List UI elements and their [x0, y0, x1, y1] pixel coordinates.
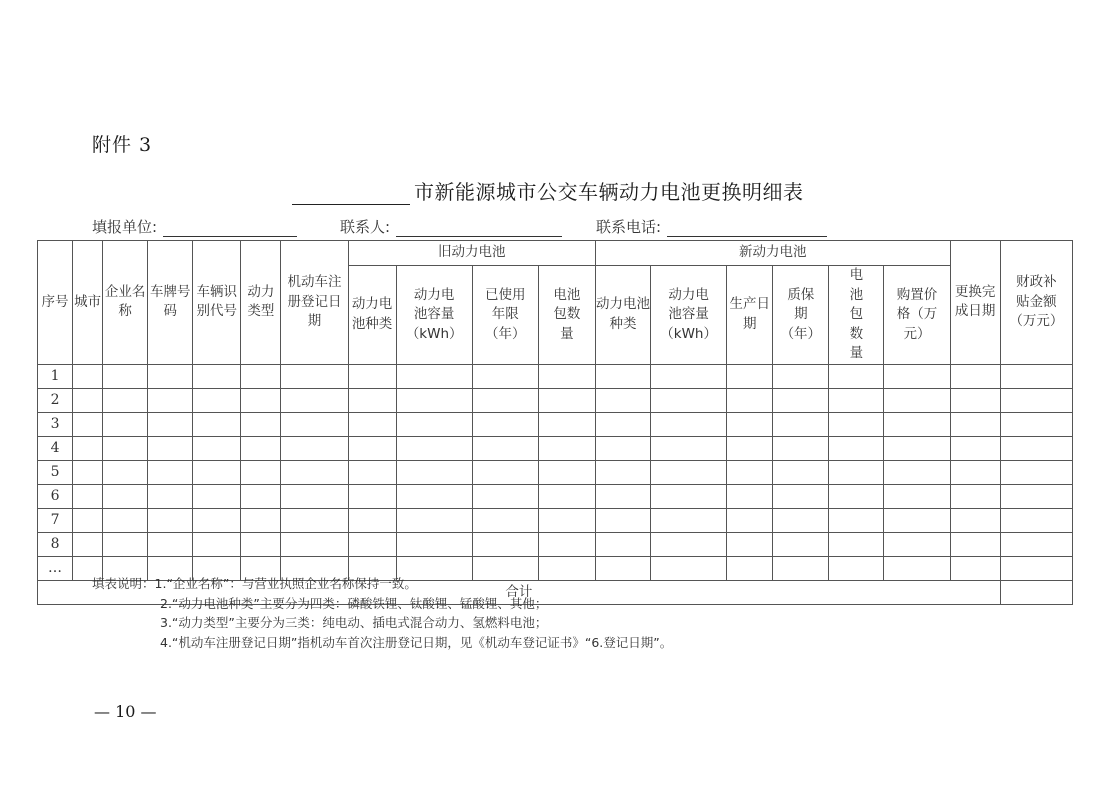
- table-cell[interactable]: [651, 412, 727, 436]
- phone-blank: [667, 220, 827, 237]
- table-cell[interactable]: [1000, 556, 1072, 580]
- header-old-type: 动力电池种类: [348, 266, 396, 365]
- table-cell[interactable]: [193, 484, 241, 508]
- row-number: 2: [38, 388, 73, 412]
- table-cell[interactable]: [103, 460, 148, 484]
- title-row: [292, 176, 804, 205]
- table-cell[interactable]: [1000, 388, 1072, 412]
- unit-label: 填报单位:: [92, 218, 158, 236]
- table-cell[interactable]: [193, 412, 241, 436]
- table-row: [38, 460, 1073, 484]
- table-cell[interactable]: [1000, 532, 1072, 556]
- table-cell[interactable]: [595, 508, 650, 532]
- table-cell[interactable]: [727, 436, 773, 460]
- table-cell[interactable]: [281, 412, 348, 436]
- header-old-packs: 电池包数量: [538, 266, 595, 365]
- table-cell[interactable]: [829, 388, 884, 412]
- notes-intro: 填表说明：: [92, 576, 155, 591]
- row-number: 3: [38, 412, 73, 436]
- attachment-label: 附件 3: [92, 134, 153, 156]
- table-cell[interactable]: [148, 388, 193, 412]
- table-cell[interactable]: [595, 532, 650, 556]
- table-cell[interactable]: [651, 532, 727, 556]
- total-value-cell[interactable]: [1000, 580, 1072, 604]
- table-cell[interactable]: [348, 364, 396, 388]
- table-cell[interactable]: [727, 484, 773, 508]
- table-cell[interactable]: [1000, 412, 1072, 436]
- table-row: [38, 436, 1073, 460]
- table-cell[interactable]: [950, 364, 1000, 388]
- row-number: 8: [38, 532, 73, 556]
- table-cell[interactable]: [73, 484, 103, 508]
- table-cell[interactable]: [950, 508, 1000, 532]
- table-cell[interactable]: [396, 532, 472, 556]
- header-company: 企业名称: [103, 241, 148, 365]
- table-cell[interactable]: [193, 388, 241, 412]
- table-row: [38, 532, 1073, 556]
- table-cell[interactable]: [148, 436, 193, 460]
- table-cell[interactable]: [73, 436, 103, 460]
- table-cell[interactable]: [1000, 508, 1072, 532]
- battery-replacement-table: [37, 240, 1073, 605]
- table-cell[interactable]: [727, 412, 773, 436]
- table-cell[interactable]: [241, 412, 281, 436]
- table-cell[interactable]: [241, 460, 281, 484]
- table-cell[interactable]: [281, 532, 348, 556]
- table-cell[interactable]: [651, 364, 727, 388]
- table-cell[interactable]: [595, 460, 650, 484]
- table-cell[interactable]: [472, 388, 538, 412]
- table-cell[interactable]: [651, 460, 727, 484]
- table-cell[interactable]: [1000, 436, 1072, 460]
- table-cell[interactable]: [829, 532, 884, 556]
- table-cell[interactable]: [727, 364, 773, 388]
- table-cell[interactable]: [472, 412, 538, 436]
- header-old-battery-group: 旧动力电池: [348, 241, 595, 266]
- table-cell[interactable]: [281, 460, 348, 484]
- table-cell[interactable]: [538, 388, 595, 412]
- table-cell[interactable]: [950, 556, 1000, 580]
- table-cell[interactable]: [103, 388, 148, 412]
- table-cell[interactable]: [396, 364, 472, 388]
- table-cell[interactable]: [348, 532, 396, 556]
- table-cell[interactable]: [538, 412, 595, 436]
- phone-label: 联系电话:: [596, 218, 662, 236]
- document-title: 市新能源城市公交车辆动力电池更换明细表: [414, 180, 804, 204]
- table-cell[interactable]: [472, 460, 538, 484]
- unit-blank: [163, 220, 297, 237]
- table-cell[interactable]: [829, 412, 884, 436]
- header-city: 城市: [73, 241, 103, 365]
- table-cell[interactable]: [773, 388, 829, 412]
- header-old-years-line1: 已使用: [485, 286, 526, 303]
- table-cell[interactable]: [241, 436, 281, 460]
- header-subsidy: [1000, 241, 1072, 365]
- table-cell[interactable]: [103, 436, 148, 460]
- table-cell[interactable]: [348, 412, 396, 436]
- table-cell[interactable]: [829, 364, 884, 388]
- title-blank-line: [292, 184, 410, 205]
- table-cell[interactable]: [148, 484, 193, 508]
- header-subsidy-line2: 贴金额: [1016, 293, 1057, 310]
- header-subsidy-line1: 财政补: [1016, 274, 1057, 291]
- table-cell[interactable]: [241, 388, 281, 412]
- data-rows: [38, 364, 1073, 580]
- table-cell[interactable]: [595, 436, 650, 460]
- table-cell[interactable]: [773, 436, 829, 460]
- table-cell[interactable]: [193, 532, 241, 556]
- table-cell[interactable]: [651, 388, 727, 412]
- note-item-4: 4.“机动车注册登记日期”指机动车首次注册登记日期，见《机动车登记证书》“6.登记日期”。: [160, 634, 673, 650]
- header-vin: 车辆识别代号: [193, 241, 241, 365]
- header-subsidy-line3: （万元）: [1009, 313, 1064, 330]
- table-cell[interactable]: [472, 508, 538, 532]
- header-new-price-line1: 购置价: [896, 286, 938, 303]
- table-cell[interactable]: [1000, 364, 1072, 388]
- table-cell[interactable]: [1000, 460, 1072, 484]
- table-cell[interactable]: [348, 388, 396, 412]
- header-seq: 序号: [38, 241, 73, 365]
- table-cell[interactable]: [950, 532, 1000, 556]
- table-cell[interactable]: [73, 388, 103, 412]
- table-cell[interactable]: [148, 532, 193, 556]
- header-old-capacity-line1: 动力电: [413, 286, 455, 303]
- table-cell[interactable]: [103, 364, 148, 388]
- note-item-1: 1.“企业名称”：与营业执照企业名称保持一致。: [154, 576, 417, 591]
- table-cell[interactable]: [884, 412, 950, 436]
- table-cell[interactable]: [950, 388, 1000, 412]
- table-cell[interactable]: [396, 484, 472, 508]
- table-cell[interactable]: [651, 484, 727, 508]
- page-number: — 10 —: [94, 702, 157, 721]
- table-cell[interactable]: [348, 484, 396, 508]
- table-cell[interactable]: [884, 532, 950, 556]
- table-cell[interactable]: [950, 436, 1000, 460]
- table-cell[interactable]: [193, 436, 241, 460]
- table-cell[interactable]: [595, 364, 650, 388]
- header-new-price-line3: 元）: [903, 325, 931, 342]
- table-cell[interactable]: [829, 436, 884, 460]
- table-cell[interactable]: [950, 460, 1000, 484]
- row-number: 5: [38, 460, 73, 484]
- row-number: 7: [38, 508, 73, 532]
- header-new-type: 动力电池种类: [595, 266, 650, 365]
- header-new-price: [884, 266, 950, 365]
- table-cell[interactable]: [829, 460, 884, 484]
- table-cell[interactable]: [538, 508, 595, 532]
- table-cell[interactable]: [396, 436, 472, 460]
- table-cell[interactable]: [538, 484, 595, 508]
- table-cell[interactable]: [193, 460, 241, 484]
- table-cell[interactable]: [73, 532, 103, 556]
- table-cell[interactable]: [773, 412, 829, 436]
- header-new-warranty-line3: （年）: [780, 325, 822, 342]
- table-cell[interactable]: [773, 532, 829, 556]
- header-new-warranty-line1: 质保: [787, 286, 815, 303]
- table-cell[interactable]: [727, 460, 773, 484]
- table-cell[interactable]: [73, 364, 103, 388]
- contact-blank: [396, 220, 562, 237]
- table-cell[interactable]: [103, 532, 148, 556]
- table-cell[interactable]: [472, 532, 538, 556]
- row-number: …: [38, 556, 73, 580]
- table-cell[interactable]: [396, 460, 472, 484]
- table-cell[interactable]: [148, 364, 193, 388]
- header-power-type: 动力类型: [241, 241, 281, 365]
- table-cell[interactable]: [829, 484, 884, 508]
- table-cell[interactable]: [829, 508, 884, 532]
- header-new-price-line2: 格（万: [896, 306, 938, 323]
- table-cell[interactable]: [281, 508, 348, 532]
- header-new-warranty-line2: 期: [794, 306, 808, 323]
- table-cell[interactable]: [103, 412, 148, 436]
- contact-label: 联系人:: [340, 218, 391, 236]
- table-cell[interactable]: [396, 412, 472, 436]
- header-new-capacity-line3: （kWh）: [660, 325, 717, 342]
- table-row: [38, 412, 1073, 436]
- table-cell[interactable]: [884, 364, 950, 388]
- table-cell[interactable]: [651, 436, 727, 460]
- table-cell[interactable]: [538, 436, 595, 460]
- total-label: 合计: [38, 580, 1001, 604]
- unit-field: [92, 216, 297, 237]
- table-cell[interactable]: [193, 508, 241, 532]
- contact-field: [340, 216, 562, 237]
- table-cell[interactable]: [396, 508, 472, 532]
- table-cell[interactable]: [773, 556, 829, 580]
- header-old-capacity: [396, 266, 472, 365]
- table-cell[interactable]: [148, 460, 193, 484]
- header-new-capacity: [651, 266, 727, 365]
- row-number: 6: [38, 484, 73, 508]
- table-cell[interactable]: [950, 412, 1000, 436]
- header-new-capacity-line2: 池容量: [668, 306, 709, 323]
- table-cell[interactable]: [73, 460, 103, 484]
- table-cell[interactable]: [884, 460, 950, 484]
- table-cell[interactable]: [348, 508, 396, 532]
- header-new-packs: 电池包数量: [829, 266, 884, 365]
- table-cell[interactable]: [103, 508, 148, 532]
- table-cell[interactable]: [73, 412, 103, 436]
- table-cell[interactable]: [773, 484, 829, 508]
- header-old-years: [472, 266, 538, 365]
- row-number: 1: [38, 364, 73, 388]
- table-cell[interactable]: [884, 388, 950, 412]
- table-cell[interactable]: [148, 508, 193, 532]
- table-cell[interactable]: [773, 460, 829, 484]
- table-cell[interactable]: [1000, 484, 1072, 508]
- table-cell[interactable]: [472, 484, 538, 508]
- table-cell[interactable]: [193, 364, 241, 388]
- table-cell[interactable]: [727, 556, 773, 580]
- table-cell[interactable]: [148, 412, 193, 436]
- header-new-prod-date: 生产日期: [727, 266, 773, 365]
- table-row: [38, 484, 1073, 508]
- table-cell[interactable]: [241, 532, 281, 556]
- table-cell[interactable]: [595, 412, 650, 436]
- header-old-years-line2: 年限: [491, 306, 519, 323]
- note-item-3: 3.“动力类型”主要分为三类：纯电动、插电式混合动力、氢燃料电池；: [160, 615, 548, 630]
- header-old-years-line3: （年）: [485, 325, 526, 342]
- table-cell[interactable]: [281, 484, 348, 508]
- table-row: [38, 508, 1073, 532]
- table-cell[interactable]: [651, 508, 727, 532]
- row-number: 4: [38, 436, 73, 460]
- table-cell[interactable]: [595, 484, 650, 508]
- table-cell[interactable]: [241, 484, 281, 508]
- header-old-capacity-line3: （kWh）: [405, 325, 463, 342]
- table-cell[interactable]: [773, 508, 829, 532]
- table-cell[interactable]: [773, 364, 829, 388]
- note-line-1: [92, 574, 672, 594]
- table-cell[interactable]: [73, 508, 103, 532]
- header-new-warranty: [773, 266, 829, 365]
- table-cell[interactable]: [241, 508, 281, 532]
- table-cell[interactable]: [103, 484, 148, 508]
- table-cell[interactable]: [595, 388, 650, 412]
- header-new-capacity-line1: 动力电: [668, 286, 709, 303]
- table-cell[interactable]: [829, 556, 884, 580]
- table-cell[interactable]: [884, 484, 950, 508]
- table-cell[interactable]: [884, 508, 950, 532]
- note-item-2: 2.“动力电池种类”主要分为四类：磷酸铁锂、钛酸锂、锰酸锂、其他；: [160, 595, 548, 611]
- table-cell[interactable]: [396, 388, 472, 412]
- table-cell[interactable]: [472, 364, 538, 388]
- notes: [92, 574, 672, 652]
- table-cell[interactable]: [281, 436, 348, 460]
- header-plate: 车牌号码: [148, 241, 193, 365]
- table-cell[interactable]: [727, 388, 773, 412]
- table-row: [38, 388, 1073, 412]
- table-cell[interactable]: [281, 364, 348, 388]
- table-cell[interactable]: [727, 508, 773, 532]
- table-cell[interactable]: [538, 460, 595, 484]
- table-cell[interactable]: [348, 436, 396, 460]
- table-cell[interactable]: [950, 484, 1000, 508]
- table-cell[interactable]: [884, 436, 950, 460]
- table-cell[interactable]: [884, 556, 950, 580]
- table-cell[interactable]: [538, 364, 595, 388]
- table-cell[interactable]: [538, 532, 595, 556]
- header-reg-date: 机动车注册登记日期: [281, 241, 348, 365]
- header-new-battery-group: 新动力电池: [595, 241, 950, 266]
- table-row: [38, 364, 1073, 388]
- table-cell[interactable]: [281, 388, 348, 412]
- table-cell[interactable]: [241, 364, 281, 388]
- table-cell[interactable]: [348, 460, 396, 484]
- phone-field: [596, 216, 827, 237]
- table-cell[interactable]: [472, 436, 538, 460]
- table-cell[interactable]: [727, 532, 773, 556]
- header-replace-date: 更换完成日期: [950, 241, 1000, 365]
- header-old-capacity-line2: 池容量: [413, 306, 455, 323]
